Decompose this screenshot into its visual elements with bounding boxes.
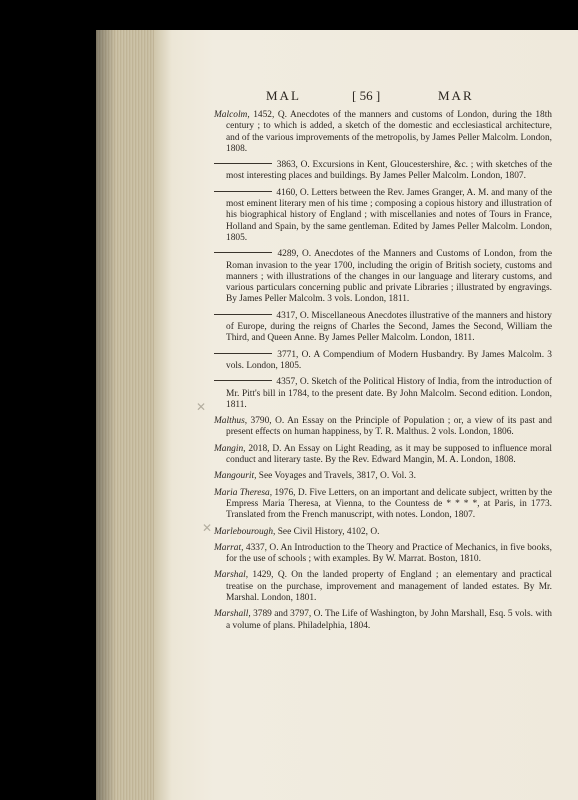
entry: [214, 188, 552, 244]
ditto-dash: [214, 380, 272, 381]
entry-head: Malthus,: [214, 416, 248, 427]
entry-head: Mangin,: [214, 443, 246, 454]
entry-text: 4160, O. Letters between the Rev. James Granger, A. M. and many of the most eminent literary men of his time ; composing a copious history and illustration of his biographical history of England ; with miscellanies and notes of Tours in France, Holland and Spain, by the same gentleman. Edited by James Peller Malcolm. London, 1805.: [226, 187, 552, 243]
entry-head: Mangourit,: [214, 471, 257, 482]
entry: [214, 311, 552, 345]
entry-text: See Civil History, 4102, O.: [275, 526, 380, 537]
entry-text: See Voyages and Travels, 3817, O. Vol. 3.: [256, 471, 416, 482]
entry-head: Marshall,: [214, 609, 251, 620]
entry: [214, 160, 552, 183]
entry-text: 3863, O. Excursions in Kent, Gloucestershire, &c. ; with sketches of the most interesting places and buildings. By James Peller Malcolm. London, 1807.: [226, 160, 552, 182]
ditto-dash: [214, 353, 272, 354]
ditto-dash: [214, 252, 272, 253]
entry-head: Maria Theresa,: [214, 487, 273, 498]
entry: [214, 471, 552, 482]
entry-text: 1976, D. Five Letters, on an important and delicate subject, written by the Empress Maria Theresa, at Vienna, to the Countess de * * * *, at Paris, in 1773. Translated from the French manuscript, with notes. London, 1807.: [226, 487, 552, 521]
entry-head: Marrat,: [214, 542, 244, 553]
catalogue-entries: [214, 110, 552, 637]
entry: [214, 543, 552, 566]
entry-text: 4317, O. Miscellaneous Anecdotes illustrative of the manners and history of Europe, during the reigns of Charles the Second, James the Second, William the Third, and Queen Anne. By James Peller Malcolm. London, 1811.: [226, 310, 552, 344]
entry-text: 4357, O. Sketch of the Political History of India, from the introduction of Mr. Pitt's bill in 1784, to the present date. By John Malcolm. Second edition. London, 1811.: [226, 377, 552, 410]
entry: [214, 444, 552, 467]
header-right: MAR: [438, 88, 474, 103]
ditto-dash: [214, 314, 272, 315]
entry: [214, 377, 552, 411]
entry-head: Marshal,: [214, 570, 249, 581]
entry: [214, 249, 552, 305]
ditto-dash: [214, 191, 272, 192]
pencil-mark: ✕: [196, 400, 207, 414]
entry: [214, 350, 552, 373]
entry: [214, 416, 552, 439]
entry-text: 4289, O. Anecdotes of the Manners and Customs of London, from the Roman invasion to the year 1700, including the origin of British society, customs and manners ; with illustrations of the changes in our language and literary customs, and various particulars concerning public and private Libraries ; illustrated by engravings. By James Peller Malcolm. 3 vols. London, 1811.: [226, 249, 552, 305]
entry: [214, 570, 552, 604]
ditto-dash: [214, 163, 272, 164]
header-page-number: [ 56 ]: [352, 88, 381, 103]
entry: [214, 110, 552, 155]
entry: [214, 527, 552, 538]
header-left: MAL: [266, 88, 301, 103]
entry-text: 3771, O. A Compendium of Modern Husbandry. By James Malcolm. 3 vols. London, 1805.: [226, 349, 552, 371]
entry-text: 3790, O. An Essay on the Principle of Population ; or, a view of its past and present effects on human happiness, by T. R. Malthus. 2 vols. London, 1806.: [226, 416, 552, 438]
pencil-mark: ✕: [202, 521, 213, 535]
edge-shadow: [96, 30, 116, 800]
entry-text: 1452, Q. Anecdotes of the manners and customs of London, during the 18th century ; to which is added, a sketch of the domestic and ecclesiastical architecture, and of the various improvements of the metropolis, by James Peller Malcolm. London, 1808.: [226, 110, 552, 154]
entry: [214, 609, 552, 632]
entry-head: Malcolm,: [214, 110, 250, 120]
entry-head: Marlebourough,: [214, 526, 276, 537]
entry-text: 1429, Q. On the landed property of England ; an elementary and practical treatise on the purchase, improvement and management of landed estates. By Mr. Marshal. London, 1801.: [226, 570, 552, 603]
entry: [214, 488, 552, 522]
entry-text: 3789 and 3797, O. The Life of Washington, by John Marshall, Esq. 5 vols. with a volume of plans. Philadelphia, 1804.: [226, 609, 552, 631]
entry-text: 4337, O. An Introduction to the Theory and Practice of Mechanics, in five books, for the use of schools ; with examples. By W. Marrat. Boston, 1810.: [226, 542, 552, 565]
entry-text: 2018, D. An Essay on Light Reading, as it may be supposed to influence moral conduct and literary taste. By the Rev. Edward Mangin, M. A. London, 1808.: [226, 443, 552, 466]
running-header: [266, 88, 536, 108]
